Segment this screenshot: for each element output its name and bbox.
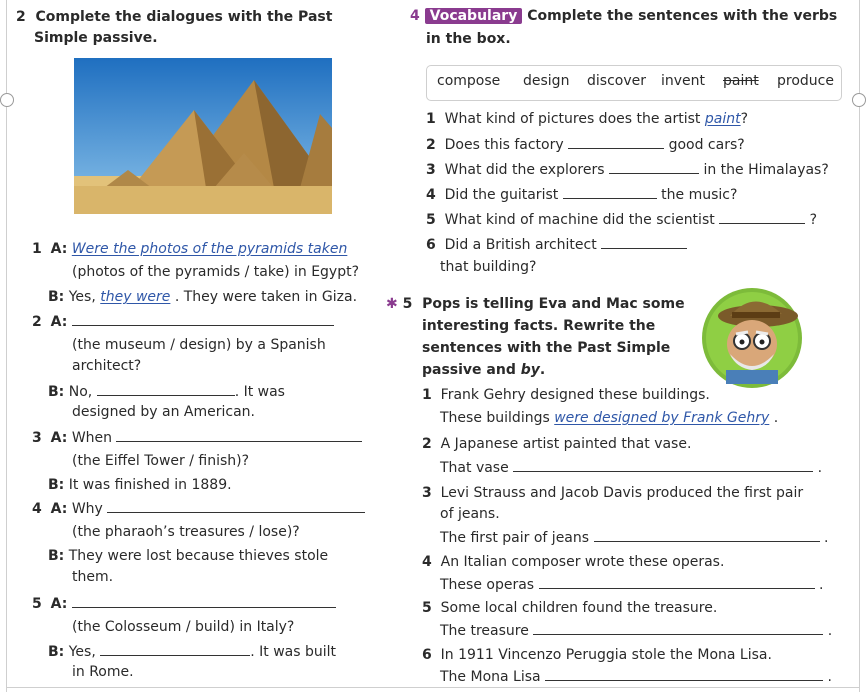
ex2-item1-answer: Were the photos of the pyramids taken <box>71 241 348 257</box>
ex5-s5 <box>422 600 717 616</box>
ex5-s5-text: Some local children found the treasure. <box>440 600 718 616</box>
ex2-item4-a-label: A: <box>50 501 68 517</box>
ex4-sentence5 <box>426 211 817 228</box>
ex5-s1-text: Frank Gehry designed these buildings. <box>440 387 710 403</box>
ex2-item3-a-blank[interactable] <box>116 429 362 442</box>
ex5-title-line4-pre: passive and <box>422 362 516 378</box>
ex5-s3-line2: of jeans. <box>440 506 500 522</box>
vocabulary-badge: Vocabulary <box>425 8 523 24</box>
ex5-s4-answer-line <box>440 576 823 593</box>
ex4-s5-post: ? <box>809 212 818 228</box>
ex5-s4-blank[interactable] <box>539 576 815 589</box>
ex4-s1-pre: What kind of pictures does the artist <box>444 111 701 127</box>
ex2-item1-b-answer: they were <box>100 289 171 305</box>
ex2-item2-b-pre: No, <box>68 384 93 400</box>
ex2-item1-line1 <box>32 241 347 257</box>
ex4-s5-number: 5 <box>426 212 436 228</box>
ex2-item4-b-label: B: <box>48 548 65 564</box>
ex5-s2-pre: That vase <box>440 460 509 476</box>
binder-hole-left <box>0 93 14 107</box>
ex4-s2-pre: Does this factory <box>444 137 564 153</box>
ex2-item3-b-text: It was finished in 1889. <box>68 477 232 493</box>
frame-bottom <box>6 687 860 688</box>
ex2-item5-number: 5 <box>32 596 42 612</box>
ex5-s3-blank[interactable] <box>594 529 820 542</box>
ex4-s3-post: in the Himalayas? <box>703 162 829 178</box>
ex2-item5-a-blank[interactable] <box>72 595 336 608</box>
ex2-item1-b-label: B: <box>48 289 65 305</box>
word-design: design <box>523 73 570 89</box>
ex5-s1-answer: were designed by Frank Gehry <box>554 410 770 426</box>
ex5-s6 <box>422 647 772 663</box>
ex2-item3-b <box>48 477 232 493</box>
ex5-s2-post: . <box>817 460 823 476</box>
ex4-s4-number: 4 <box>426 187 436 203</box>
ex4-s1-post: ? <box>740 111 749 127</box>
ex5-s5-pre: The treasure <box>440 623 529 639</box>
ex4-sentence1 <box>426 111 748 127</box>
ex2-item3-prompt: (the Eiffel Tower / finish)? <box>72 453 250 469</box>
ex5-s5-answer-line <box>440 622 832 639</box>
ex4-s3-pre: What did the explorers <box>444 162 605 178</box>
ex4-s1-number: 1 <box>426 111 436 127</box>
ex2-item5-b-blank[interactable] <box>100 643 250 656</box>
ex2-item1-b <box>48 289 357 305</box>
ex2-item4-b <box>48 548 328 564</box>
word-paint-used: paint <box>723 73 759 89</box>
ex2-item2-b-blank[interactable] <box>97 383 235 396</box>
ex4-title-line1: Complete the sentences with the verbs <box>527 8 838 24</box>
ex2-item2-a-blank[interactable] <box>72 313 334 326</box>
word-discover: discover <box>587 73 646 89</box>
ex4-s3-blank[interactable] <box>609 161 699 174</box>
ex2-item3-b-label: B: <box>48 477 65 493</box>
ex2-item5-b-pre: Yes, <box>68 644 96 660</box>
ex4-s5-blank[interactable] <box>719 211 805 224</box>
ex2-item2-a <box>32 313 334 330</box>
binder-hole-right <box>852 93 866 107</box>
ex5-s3-number: 3 <box>422 485 432 501</box>
ex5-s6-number: 6 <box>422 647 432 663</box>
ex4-s2-post: good cars? <box>668 137 745 153</box>
ex2-item5-b-line2: in Rome. <box>72 664 134 680</box>
ex5-s2-text: A Japanese artist painted that vase. <box>440 436 692 452</box>
ex2-item2-b-line2: designed by an American. <box>72 404 255 420</box>
ex5-s2 <box>422 436 691 452</box>
ex5-s3-pre: The first pair of jeans <box>440 530 590 546</box>
ex2-item4-a <box>32 500 365 517</box>
ex5-s3-answer-line <box>440 529 828 546</box>
ex2-item5-b <box>48 643 336 660</box>
ex5-s2-answer-line <box>440 459 822 476</box>
ex5-heading <box>386 296 685 312</box>
ex5-s2-number: 2 <box>422 436 432 452</box>
ex5-s5-number: 5 <box>422 600 432 616</box>
ex2-item4-a-blank[interactable] <box>107 500 365 513</box>
ex4-s3-number: 3 <box>426 162 436 178</box>
ex5-s6-post: . <box>827 669 832 685</box>
ex4-s2-number: 2 <box>426 137 436 153</box>
ex5-title-line4-post: . <box>539 362 546 378</box>
ex5-title-line2: interesting facts. Rewrite the <box>422 318 656 334</box>
ex2-item5-b-post: . It was built <box>250 644 337 660</box>
ex4-sentence2 <box>426 136 745 153</box>
pops-character-illustration <box>696 286 808 390</box>
ex4-s5-pre: What kind of machine did the scientist <box>444 212 715 228</box>
ex5-s1-number: 1 <box>422 387 432 403</box>
ex2-item4-a-pre: Why <box>71 501 103 517</box>
ex5-s4-post: . <box>819 577 824 593</box>
ex5-s4-pre: These operas <box>440 577 535 593</box>
ex2-item2-a-label: A: <box>50 314 68 330</box>
ex5-title-line3: sentences with the Past Simple <box>422 340 671 356</box>
word-compose: compose <box>437 73 501 89</box>
ex4-s1-answer: paint <box>704 111 741 127</box>
ex5-title-line4 <box>422 362 545 378</box>
ex5-s6-text: In 1911 Vincenzo Peruggia stole the Mona Lisa. <box>440 647 772 663</box>
ex2-item2-number: 2 <box>32 314 42 330</box>
ex2-item1-prompt: (photos of the pyramids / take) in Egypt? <box>72 264 360 280</box>
ex4-sentence3 <box>426 161 829 178</box>
ex4-title-line2: in the box. <box>426 31 511 47</box>
ex2-item1-b-pre: Yes, <box>68 289 96 305</box>
ex5-s1-pre: These buildings <box>440 410 550 426</box>
ex5-s4-number: 4 <box>422 554 432 570</box>
ex5-s4 <box>422 554 724 570</box>
ex5-number: 5 <box>402 296 413 312</box>
ex2-item4-b-text: They were lost because thieves stole <box>68 548 329 564</box>
ex2-item5-a-label: A: <box>50 596 68 612</box>
ex2-item1-a-label: A: <box>50 241 68 257</box>
ex5-s1 <box>422 387 710 403</box>
word-produce: produce <box>777 73 834 89</box>
ex5-s5-post: . <box>827 623 833 639</box>
ex2-item2-prompt2: architect? <box>72 358 142 374</box>
ex5-s4-text: An Italian composer wrote these operas. <box>440 554 725 570</box>
ex4-s6-pre: Did a British architect <box>444 237 597 253</box>
ex4-s6-blank[interactable] <box>601 236 687 249</box>
ex4-sentence4 <box>426 186 737 203</box>
ex4-sentence6 <box>426 236 687 253</box>
ex4-heading <box>410 8 837 24</box>
ex5-s1-answer-line <box>440 410 778 426</box>
ex5-s3-post: . <box>823 530 829 546</box>
ex4-s6-number: 6 <box>426 237 436 253</box>
ex2-item1-b-post: . They were taken in Giza. <box>174 289 358 305</box>
ex2-item5-b-label: B: <box>48 644 65 660</box>
ex4-number: 4 <box>410 8 420 24</box>
ex2-item3-a-pre: When <box>71 430 113 446</box>
ex2-item4-prompt: (the pharaoh’s treasures / lose)? <box>72 524 300 540</box>
ex2-number: 2 <box>16 9 26 25</box>
ex5-s6-answer-line <box>440 668 832 685</box>
ex2-item4-number: 4 <box>32 501 42 517</box>
ex2-item2-prompt1: (the museum / design) by a Spanish <box>72 337 326 353</box>
ex4-s4-pre: Did the guitarist <box>444 187 559 203</box>
ex2-item4-b-line2: them. <box>72 569 114 585</box>
ex5-s2-blank[interactable] <box>513 459 813 472</box>
ex5-s6-blank[interactable] <box>545 668 823 681</box>
ex5-s5-blank[interactable] <box>533 622 823 635</box>
ex2-heading <box>16 9 332 25</box>
ex2-item2-b-post: . It was <box>234 384 285 400</box>
ex4-s4-blank[interactable] <box>563 186 657 199</box>
ex2-item5-a <box>32 595 336 612</box>
ex5-s3 <box>422 485 803 501</box>
ex5-s6-pre: The Mona Lisa <box>440 669 541 685</box>
ex5-s3-text: Levi Strauss and Jacob Davis produced the first pair <box>440 485 804 501</box>
ex5-title-line1: Pops is telling Eva and Mac some <box>422 296 685 312</box>
star-icon: ✱ <box>386 296 398 312</box>
pyramids-photo <box>74 58 332 214</box>
ex2-item2-b-label: B: <box>48 384 65 400</box>
ex4-s4-post: the music? <box>661 187 738 203</box>
word-box <box>426 65 842 101</box>
ex2-item1-number: 1 <box>32 241 42 257</box>
ex4-s2-blank[interactable] <box>568 136 664 149</box>
ex2-item3-number: 3 <box>32 430 42 446</box>
ex2-title-line1: Complete the dialogues with the Past <box>35 9 333 25</box>
ex2-item5-prompt: (the Colosseum / build) in Italy? <box>72 619 295 635</box>
ex4-s6-line2: that building? <box>440 259 537 275</box>
ex2-item3-a-label: A: <box>50 430 68 446</box>
ex5-title-line4-em: by <box>520 362 540 378</box>
ex5-s1-post: . <box>773 410 779 426</box>
word-invent: invent <box>661 73 706 89</box>
ex2-title-line2: Simple passive. <box>34 30 158 46</box>
ex2-item2-b <box>48 383 285 400</box>
ex2-item3-a <box>32 429 362 446</box>
